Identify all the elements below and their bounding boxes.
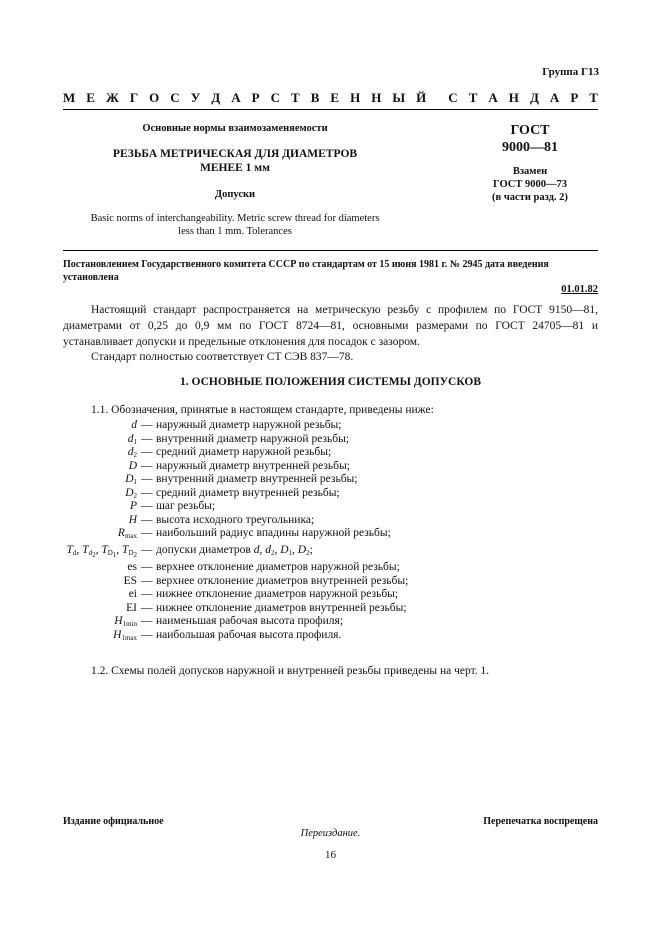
definitions-list: [0, 419, 661, 642]
definition-text: допуски диаметров d, $d_2$, $D_1$, $D_2$;: [156, 544, 313, 557]
replaced-part: (в части разд. 2): [492, 192, 568, 203]
banner-letter: Ж: [105, 90, 119, 105]
subject-line: Основные нормы взаимозаменяемости: [142, 123, 328, 134]
symbol: $D_2$: [125, 486, 137, 500]
replaces-block: [455, 165, 605, 204]
def-row-P: P — шаг резьбы;: [129, 500, 216, 512]
definition-text: средний диаметр наружной резьбы;: [156, 446, 332, 458]
title-rule: [63, 250, 598, 251]
definition-text: внутренний диаметр внутренней резьбы;: [156, 473, 358, 485]
banner-letter: С: [170, 90, 180, 105]
symbol: D: [128, 459, 137, 472]
banner-letter: Т: [468, 90, 478, 105]
symbol: es: [127, 561, 137, 573]
banner-letter: Ы: [392, 90, 406, 105]
banner-letter: Е: [86, 90, 95, 105]
symbol: H: [128, 513, 137, 526]
header-rule: [63, 109, 598, 110]
def-row-es: es — верхнее отклонение диаметров наружной резьбы;: [127, 561, 400, 573]
def-row-H: H — высота исходного треугольника;: [128, 513, 315, 526]
page-number: 16: [325, 849, 336, 861]
banner-letter: С: [448, 90, 458, 105]
scope-paragraph: Настоящий стандарт распространяется на метрическую резьбу с профилем по ГОСТ 9150—81, диаметрами от 0,25 до 0,9 мм по ГОСТ 8724—81, основными размерами по ГОСТ 24705—81 и устанавливает допуски и предельные отклонения для посадок с зазором.: [63, 304, 598, 348]
reissue-note: Переиздание.: [300, 828, 361, 839]
symbol: $T_d$, $T_{d_2}$, $T_{D_1}$, $T_{D_2}$: [66, 544, 137, 559]
definition-text: наибольший радиус впадины наружной резьбы;: [156, 527, 391, 539]
english-title-line1: Basic norms of interchangeability. Metric screw thread for diameters: [90, 213, 380, 224]
old-gost: ГОСТ 9000—73: [493, 179, 567, 190]
symbol: $H_{1min}$: [114, 615, 137, 628]
banner-letter: А: [488, 90, 498, 105]
banner-letter: А: [231, 90, 241, 105]
english-title: [70, 212, 400, 238]
symbol: $D_1$: [125, 473, 137, 486]
banner-letter: С: [270, 90, 280, 105]
replaces-label: Взамен: [512, 166, 548, 177]
interstate-standard-banner: [63, 90, 598, 106]
def-row-H1max: $H_{1max}$ — наибольшая рабочая высота профиля.: [0, 629, 661, 643]
symbol: ei: [128, 588, 137, 600]
item-1-2: 1.2. Схемы полей допусков наружной и внутренней резьбы приведены на черт. 1.: [91, 665, 490, 677]
banner-letter: Н: [508, 90, 519, 105]
gost-number: 9000—81: [502, 140, 558, 155]
symbol: $H_{1max}$: [113, 628, 137, 642]
subtitle: Допуски: [214, 189, 256, 200]
symbol: $d_2$: [127, 446, 137, 459]
def-row-D: D — наружный диаметр внутренней резьбы;: [128, 459, 350, 472]
symbol: ES: [123, 574, 137, 587]
decree-text: Постановлением Государственного комитета СССР по стандартам от 15 июня 1981 г. № 2945 дата введения установлена: [63, 259, 549, 283]
symbol: $R_{max}$: [117, 527, 137, 540]
def-row-T: $T_d$, $T_{d_2}$, $T_{D_1}$, $T_{D_2}$ — допуски диаметров d, $d_2$, $D_1$, $D_2$;: [0, 544, 661, 561]
def-row-d2: $d_2$ — средний диаметр наружной резьбы;: [0, 446, 661, 460]
symbol: EI: [126, 601, 137, 614]
symbol: $d_1$: [127, 432, 137, 446]
definition-text: внутренний диаметр наружной резьбы;: [156, 432, 350, 445]
introduction-date: 01.01.82: [561, 284, 598, 295]
main-title-line2: МЕНЕЕ 1 мм: [200, 162, 270, 174]
def-row-ES: ES — верхнее отклонение диаметров внутренней резьбы;: [123, 574, 409, 587]
def-row-Rmax: $R_{max}$ — наибольший радиус впадины наружной резьбы;: [0, 527, 661, 544]
def-row-d: d — наружный диаметр наружной резьбы;: [131, 419, 342, 431]
banner-letter: Й: [416, 90, 427, 105]
def-row-EI: EI — нижнее отклонение диаметров внутренней резьбы;: [126, 601, 407, 614]
banner-letter: Н: [350, 90, 361, 105]
definition-text: шаг резьбы;: [156, 500, 216, 512]
reprint-prohibited-label: Перепечатка воспрещена: [483, 816, 598, 827]
banner-letter: В: [310, 90, 320, 105]
banner-letter: А: [549, 90, 560, 105]
def-row-H1min: $H_{1min}$ — наименьшая рабочая высота профиля;: [0, 615, 661, 629]
group-code: Группа Г13: [542, 66, 599, 78]
banner-letter: Т: [589, 90, 598, 105]
banner-letter: Р: [251, 90, 260, 105]
def-row-D2: $D_2$ — средний диаметр внутренней резьбы;: [0, 487, 661, 501]
symbol: P: [129, 500, 137, 512]
definition-text: наружный диаметр внутренней резьбы;: [156, 459, 350, 472]
definition-text: средний диаметр внутренней резьбы;: [156, 486, 340, 499]
gost-label: ГОСТ: [510, 123, 550, 138]
banner-letter: Г: [129, 90, 139, 105]
gost-number-block: [455, 122, 605, 156]
definition-text: верхнее отклонение диаметров внутренней резьбы;: [156, 574, 409, 587]
compliance-paragraph: Стандарт полностью соответствует СТ СЭВ 837—78.: [91, 351, 354, 363]
def-row-d1: $d_1$ — внутренний диаметр наружной резьбы;: [0, 433, 661, 447]
main-title-line1: РЕЗЬБА МЕТРИЧЕСКАЯ ДЛЯ ДИАМЕТРОВ: [112, 148, 358, 160]
official-edition-label: Издание официальное: [63, 816, 164, 827]
definition-text: наибольшая рабочая высота профиля.: [156, 628, 342, 641]
def-row-D1: $D_1$ — внутренний диаметр внутренней резьбы;: [0, 473, 661, 487]
banner-letter: У: [190, 90, 201, 105]
def-row-ei: ei — нижнее отклонение диаметров наружной резьбы;: [128, 588, 399, 600]
banner-letter: Д: [211, 90, 221, 105]
banner-letter: М: [63, 90, 76, 105]
section-title: 1. ОСНОВНЫЕ ПОЛОЖЕНИЯ СИСТЕМЫ ДОПУСКОВ: [179, 376, 482, 388]
banner-letter: О: [149, 90, 160, 105]
symbol: d: [131, 419, 137, 431]
banner-letter: Н: [371, 90, 382, 105]
definition-text: нижнее отклонение диаметров наружной резьбы;: [156, 588, 399, 600]
definition-text: верхнее отклонение диаметров наружной резьбы;: [156, 561, 400, 573]
definition-text: наименьшая рабочая высота профиля;: [156, 615, 344, 627]
item-1-1: 1.1. Обозначения, принятые в настоящем стандарте, приведены ниже:: [91, 404, 434, 416]
banner-letter: Т: [291, 90, 300, 105]
english-title-line2: less than 1 mm. Tolerances: [178, 226, 292, 237]
banner-letter: Р: [570, 90, 579, 105]
banner-letter: Д: [529, 90, 539, 105]
definition-text: высота исходного треугольника;: [156, 513, 315, 526]
banner-letter: Е: [330, 90, 340, 105]
main-title: [70, 147, 400, 175]
definition-text: наружный диаметр наружной резьбы;: [156, 419, 342, 431]
definition-text: нижнее отклонение диаметров внутренней резьбы;: [156, 601, 407, 614]
